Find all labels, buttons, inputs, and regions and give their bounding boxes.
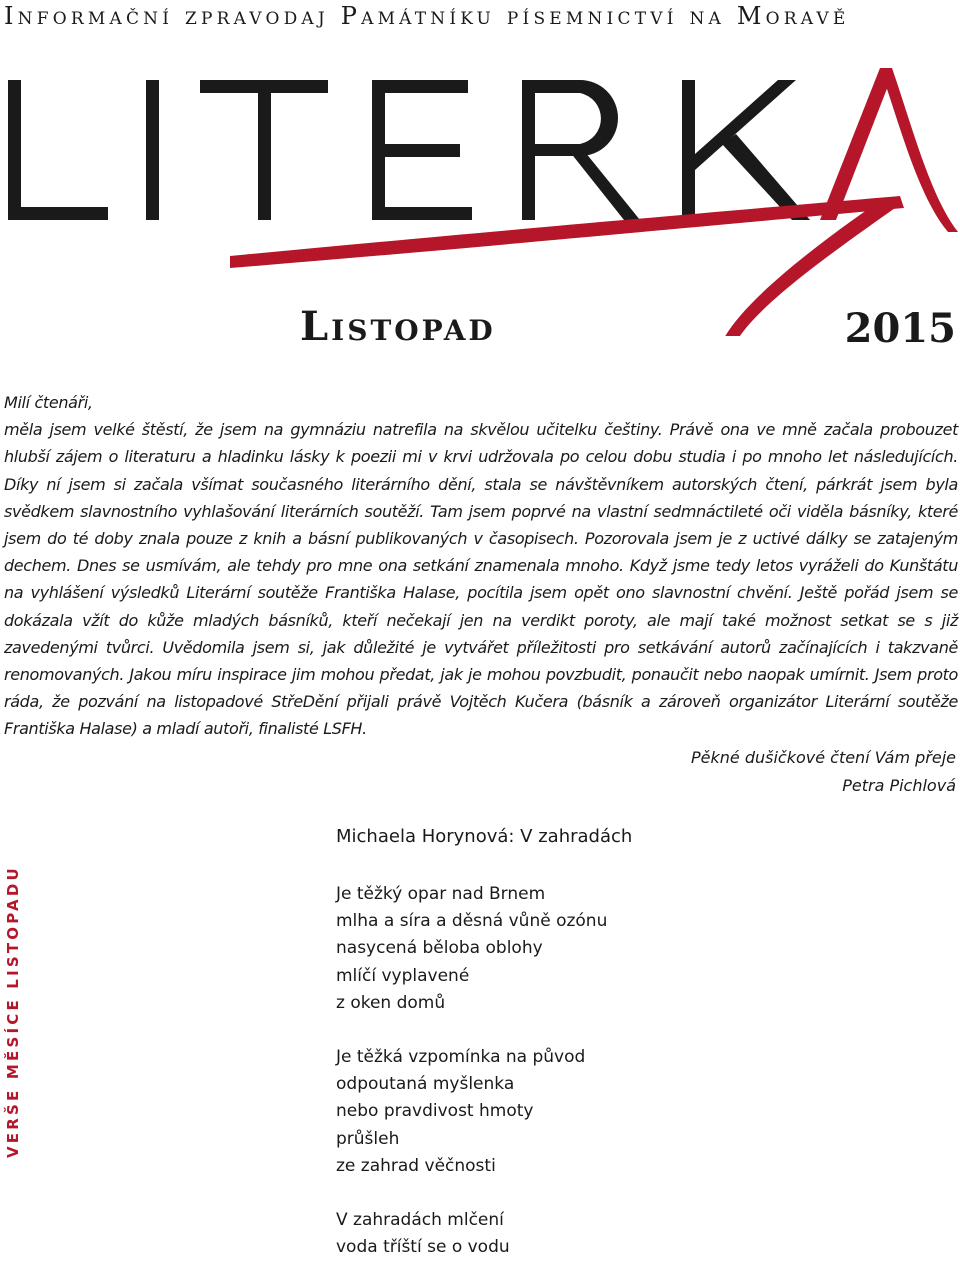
poem-line: mlha a síra a děsná vůně ozónu <box>336 911 608 932</box>
poem-line: nebo pravdivost hmoty <box>336 1101 534 1122</box>
poem-stanza <box>336 881 607 1017</box>
poem-title: Michaela Horynová: V zahradách <box>336 826 633 847</box>
issue-month: Listopad <box>300 303 496 350</box>
poem-line: průšleh <box>336 1128 400 1149</box>
poem-line: odpoutaná myšlenka <box>336 1074 515 1095</box>
issue-year: 2015 <box>844 305 956 352</box>
poem-section-label: VERŠE MĚSÍCE LISTOPADU <box>4 865 22 1158</box>
newsletter-header: Informační zpravodaj Památníku písemnictví na Moravě <box>4 2 850 30</box>
poem-stanza <box>336 1044 607 1180</box>
poem-line: ze zahrad věčnosti <box>336 1155 496 1176</box>
editorial-closing: Pěkné dušičkové čtení Vám přeje <box>690 748 956 767</box>
editorial-salutation: Milí čtenáři, <box>4 393 93 412</box>
poem-line: z oken domů <box>336 992 446 1013</box>
poem-body <box>336 881 607 1288</box>
poem-line: Je těžký opar nad Brnem <box>336 884 546 904</box>
editorial-signoff <box>691 744 956 800</box>
poem-line: nasycená běloba oblohy <box>336 938 543 959</box>
poem-line: mlíčí vyplavené <box>336 965 470 986</box>
poem-stanza <box>336 1207 607 1261</box>
poem-line: V zahradách mlčení <box>336 1210 504 1231</box>
editorial-text <box>4 389 958 743</box>
editorial-author: Petra Pichlová <box>842 776 956 795</box>
poem-line: Je těžká vzpomínka na původ <box>336 1047 586 1068</box>
editorial-body: měla jsem velké štěstí, že jsem na gymnáziu natrefila na skvělou učitelku češtiny. Právě ona ve mně začala probouzet hlubší zájem o literaturu a hladinku lásky k poezii mi v krvi udržovala po celou dobu studia i po mnoho let následujících. Díky ní jsem si začala všímat současného literárního dění, stala se návštěvníkem autorských čtení, párkrát jsem byla svědkem slavnostního vyhlašování literárních soutěží. Tam jsem poprvé na vlastní sedmnáctileté oči viděla básníky, které jsem do té doby znala pouze z knih a básní publikovaných v časopisech. Pozorovala jsem je z uctivé dálky se zatajeným dechem. Dnes se usmívám, ale tehdy pro mne ona setkání znamenala mnoho. Když jsme tedy letos vyráželi do Kunštátu na vyhlášení výsledků Literární soutěže Františka Halase, pocítila jsem opět ono slavnostní chvění. Ještě pořád jsem se dokázala vžít do kůže mladých básníků, kteří nečekají jen na verdikt poroty, ale mají také možnost setkat se s již zavedenými tvůrci. Uvědomila jsem si, jak důležité je vytvářet příležitosti pro setkávání autorů začínajících i takzvaně renomovaných. Jakou míru inspirace jim mohou předat, jak je mohou povzbudit, ponaučit nebo naopak umírnit. Jsem proto ráda, že pozvání na listopadové StřeDění přijali právě Vojtěch Kučera (básník a zároveň organizátor Literární soutěže Františka Halase) a mladí autoři, finalisté LSFH. <box>4 420 958 739</box>
literka-logo <box>0 56 960 336</box>
poem-line: voda tříští se o vodu <box>336 1237 510 1258</box>
